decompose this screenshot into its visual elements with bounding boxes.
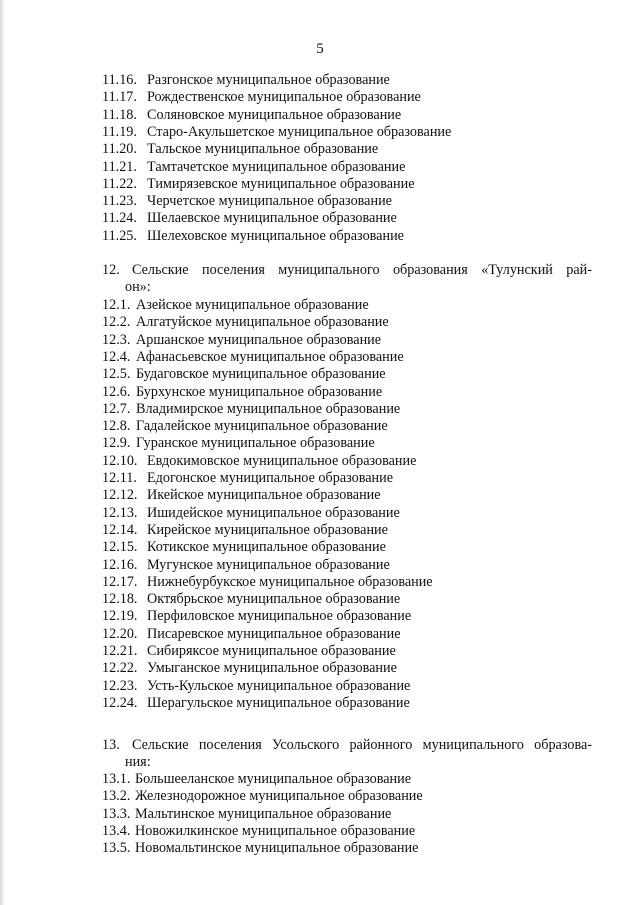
section-13-item-text: Железнодорожное муниципальное образование	[135, 788, 423, 805]
section-11-item-text: Черчетское муниципальное образование	[147, 193, 392, 210]
section-12-item	[102, 643, 396, 660]
section-12-heading-continuation: он»:	[125, 279, 151, 295]
section-12-item-text: Афанасьевское муниципальное образование	[136, 348, 404, 365]
section-12-item-number: 12.12.	[102, 487, 138, 504]
section-12-item-text: Ишидейское муниципальное образование	[147, 504, 400, 521]
section-12-item-text: Икейское муниципальное образование	[147, 487, 381, 504]
section-12-item	[102, 349, 404, 366]
section-12-item	[102, 401, 400, 418]
section-11-item-text: Старо-Акульшетское муниципальное образование	[147, 123, 452, 140]
section-12-item-text: Алгатуйское муниципальное образование	[136, 314, 389, 331]
section-12-item-text: Будаговское муниципальное образование	[136, 366, 386, 383]
section-11-item-number: 11.17.	[102, 89, 137, 106]
section-13-heading	[102, 737, 592, 754]
section-12-item	[102, 678, 410, 695]
section-11-item-number: 11.22.	[102, 175, 137, 192]
section-12-item-text: Шерагульское муниципальное образование	[147, 694, 410, 711]
section-12-item-number: 12.7.	[102, 400, 131, 417]
section-11-item-text: Тамтачетское муниципальное образование	[147, 158, 406, 175]
section-12-item-number: 12.16.	[102, 556, 138, 573]
section-12-number: 12.	[102, 262, 120, 278]
section-12-item-number: 12.10.	[102, 452, 138, 469]
section-12-item-text: Азейское муниципальное образование	[136, 297, 369, 313]
section-11-item-text: Тальское муниципальное образование	[147, 141, 379, 158]
section-12-item	[102, 591, 400, 608]
section-12-item	[102, 574, 433, 591]
section-11-item	[102, 124, 451, 141]
section-12-item	[102, 505, 400, 522]
section-12-item-text: Мугунское муниципальное образование	[147, 556, 390, 573]
section-12-item-text: Усть-Кульское муниципальное образование	[147, 677, 411, 694]
section-12-item	[102, 297, 369, 314]
section-12-heading-text: Сельские поселения муниципального образования «Тулунский рай-	[132, 262, 592, 278]
section-11-item-number: 11.23.	[102, 193, 137, 210]
section-13-number: 13.	[102, 737, 120, 753]
page-number: 5	[316, 41, 324, 57]
section-12-item-number: 12.14.	[102, 521, 138, 538]
section-12-item	[102, 314, 389, 331]
section-12-item-number: 12.3.	[102, 331, 131, 348]
section-13-heading-text: Сельские поселения Усольского районного муниципального образова-	[132, 737, 592, 753]
section-13-item-text: Большееланское муниципальное образование	[135, 771, 411, 787]
section-13-item-text: Мальтинское муниципальное образование	[135, 805, 392, 822]
section-12-item-number: 12.23.	[102, 677, 138, 694]
section-12-item-text: Евдокимовское муниципальное образование	[147, 452, 417, 469]
section-11-item-number: 11.21.	[102, 158, 137, 175]
section-12-item	[102, 608, 411, 625]
section-12-item-number: 12.11.	[102, 470, 137, 486]
section-11-item	[102, 159, 405, 176]
section-11-item-number: 11.16.	[102, 72, 137, 88]
section-12-item-number: 12.2.	[102, 314, 131, 331]
section-12-item-number: 12.1.	[102, 297, 131, 313]
section-12-item	[102, 522, 388, 539]
section-11-item	[102, 107, 401, 124]
section-13-heading-continuation: ния:	[125, 754, 151, 770]
section-12-item	[102, 695, 410, 712]
section-12-item-text: Умыганское муниципальное образование	[147, 660, 397, 677]
section-12-item	[102, 660, 397, 677]
section-13-item	[102, 806, 391, 823]
section-12-item	[102, 418, 388, 435]
section-13-item-number: 13.4.	[102, 822, 131, 839]
section-12-item-text: Аршанское муниципальное образование	[136, 331, 382, 348]
section-13-item-number: 13.5.	[102, 840, 131, 857]
section-13-item	[102, 840, 418, 857]
section-12-item	[102, 626, 401, 643]
section-12-item-number: 12.15.	[102, 539, 138, 556]
section-11-item	[102, 193, 392, 210]
section-12-item-number: 12.5.	[102, 366, 131, 383]
section-11-item-number: 11.25.	[102, 227, 137, 244]
section-11-item-number: 11.19.	[102, 123, 137, 140]
section-13-item-number: 13.1.	[102, 771, 131, 787]
section-12-item-text: Едогонское муниципальное образование	[147, 470, 394, 486]
section-13-item-number: 13.3.	[102, 805, 131, 822]
section-12-item-text: Котикское муниципальное образование	[147, 539, 386, 556]
section-12-item-number: 12.8.	[102, 418, 131, 435]
scan-edge	[0, 0, 5, 905]
section-11-item-text: Рождественское муниципальное образование	[147, 89, 421, 106]
section-11-item	[102, 176, 415, 193]
section-12-item	[102, 539, 386, 556]
section-11-item	[102, 210, 397, 227]
section-13-item	[102, 771, 411, 788]
section-11-item	[102, 89, 421, 106]
section-11-item-number: 11.24.	[102, 210, 137, 227]
section-12-item-number: 12.6.	[102, 383, 131, 400]
section-11-item-text: Соляновское муниципальное образование	[147, 106, 402, 123]
section-11-item	[102, 141, 378, 158]
section-12-item	[102, 470, 393, 487]
section-12-item-text: Нижнебурбукское муниципальное образование	[147, 573, 433, 590]
section-12-item-text: Писаревское муниципальное образование	[147, 625, 401, 642]
section-12-item-text: Сибиряксое муниципальное образование	[147, 643, 396, 659]
section-12-item-number: 12.20.	[102, 625, 138, 642]
section-12-item	[102, 384, 382, 401]
section-11-item-number: 11.20.	[102, 141, 137, 158]
section-11-item-text: Шелеховское муниципальное образование	[147, 227, 404, 244]
section-13-item-text: Новомальтинское муниципальное образование	[135, 840, 419, 857]
section-12-item-text: Гуранское муниципальное образование	[136, 435, 375, 452]
section-11-item-text: Шелаевское муниципальное образование	[147, 210, 397, 227]
section-12-item-text: Бурхунское муниципальное образование	[136, 383, 383, 400]
section-13-item-number: 13.2.	[102, 788, 131, 805]
section-11-item-text: Тимирязевское муниципальное образование	[147, 175, 415, 192]
section-13-item-text: Новожилкинское муниципальное образование	[135, 822, 416, 839]
section-12-heading	[102, 262, 592, 279]
section-12-item	[102, 453, 416, 470]
section-12-item-number: 12.22.	[102, 660, 138, 677]
section-12-item-text: Октябрьское муниципальное образование	[147, 591, 401, 608]
section-13-item	[102, 823, 415, 840]
section-11-item	[102, 72, 390, 89]
section-12-item	[102, 435, 375, 452]
section-11-item-number: 11.18.	[102, 106, 137, 123]
section-12-item-number: 12.24.	[102, 694, 138, 711]
section-12-item	[102, 366, 386, 383]
section-12-item-number: 12.17.	[102, 573, 138, 590]
section-12-item	[102, 487, 381, 504]
section-12-item	[102, 557, 390, 574]
section-12-item-number: 12.13.	[102, 504, 138, 521]
section-13-item	[102, 788, 423, 805]
section-12-item-number: 12.18.	[102, 591, 138, 608]
section-12-item-text: Владимирское муниципальное образование	[136, 400, 401, 417]
section-12-item-number: 12.19.	[102, 608, 138, 625]
section-12-item-number: 12.4.	[102, 348, 131, 365]
section-12-item-number: 12.9.	[102, 435, 131, 452]
section-12-item-text: Гадалейское муниципальное образование	[136, 418, 388, 435]
section-12-item-text: Перфиловское муниципальное образование	[147, 608, 412, 625]
section-12-item-number: 12.21.	[102, 643, 138, 659]
section-11-item-text: Разгонское муниципальное образование	[147, 72, 390, 88]
section-11-item	[102, 228, 404, 245]
section-12-item	[102, 332, 381, 349]
section-12-item-text: Кирейское муниципальное образование	[147, 521, 388, 538]
